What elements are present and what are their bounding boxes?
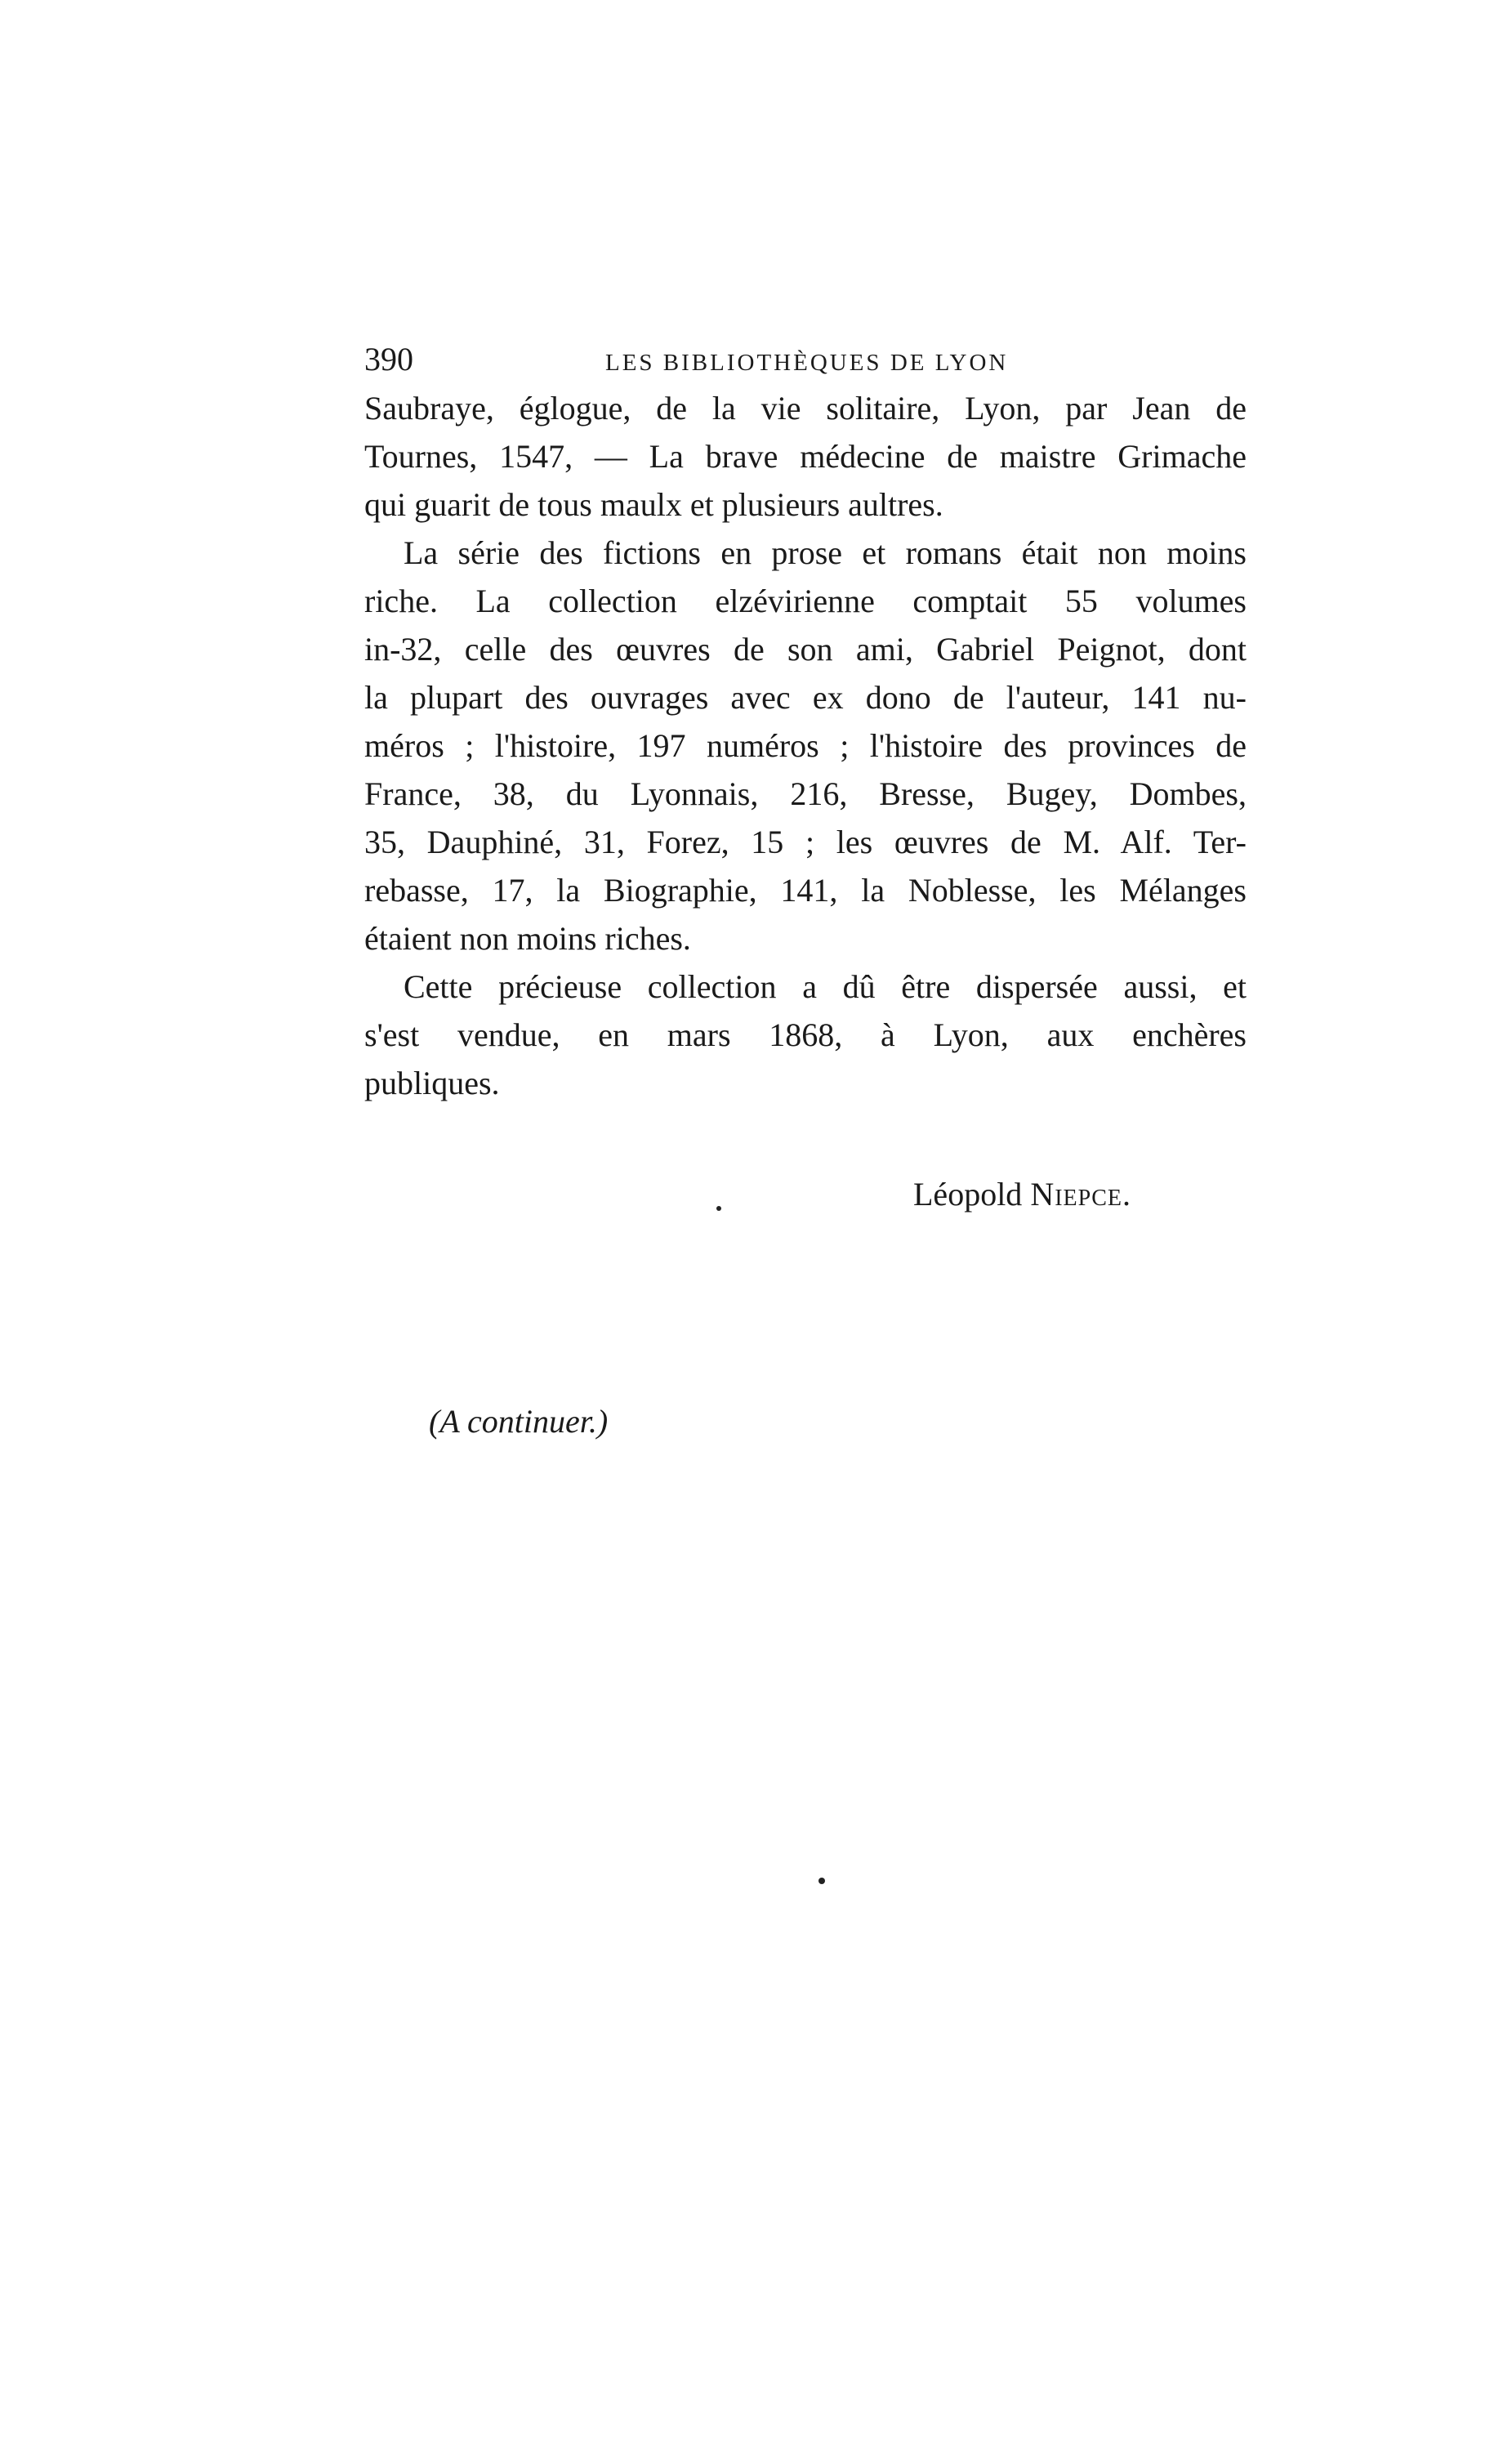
signature-last-name: Niepce. bbox=[1030, 1176, 1131, 1213]
continuation-note: (A continuer.) bbox=[429, 1403, 609, 1440]
text-line: publiques. bbox=[364, 1065, 500, 1101]
text-line: méros ; l'histoire, 197 numéros ; l'histoire des provinces de bbox=[364, 727, 1247, 764]
text-line: 35, Dauphiné, 31, Forez, 15 ; les œuvres de M. Alf. Ter- bbox=[364, 824, 1247, 860]
text-line: qui guarit de tous maulx et plusieurs aultres. bbox=[364, 486, 943, 523]
running-title: LES BIBLIOTHÈQUES DE LYON bbox=[605, 350, 1009, 376]
text-line: riche. La collection elzévirienne comptait 55 volumes bbox=[364, 583, 1247, 619]
text-line: France, 38, du Lyonnais, 216, Bresse, Bugey, Dombes, bbox=[364, 775, 1247, 812]
text-line: Tournes, 1547, — La brave médecine de maistre Grimache bbox=[364, 438, 1247, 475]
text-line: Saubraye, églogue, de la vie solitaire, Lyon, par Jean de bbox=[364, 390, 1247, 427]
print-speck bbox=[818, 1878, 825, 1884]
text-line: Cette précieuse collection a dû être dispersée aussi, et bbox=[404, 968, 1247, 1005]
text-line: étaient non moins riches. bbox=[364, 920, 691, 957]
body-text bbox=[364, 384, 1247, 1107]
signature-first-name: Léopold bbox=[913, 1176, 1023, 1213]
text-line: s'est vendue, en mars 1868, à Lyon, aux enchères bbox=[364, 1016, 1247, 1053]
page-header bbox=[364, 335, 1247, 384]
text-line: in-32, celle des œuvres de son ami, Gabriel Peignot, dont bbox=[364, 631, 1247, 668]
print-speck bbox=[716, 1206, 721, 1211]
text-line: la plupart des ouvrages avec ex dono de l'auteur, 141 nu- bbox=[364, 679, 1247, 716]
page-number: 390 bbox=[364, 341, 413, 377]
author-signature bbox=[913, 1170, 1131, 1219]
text-line: rebasse, 17, la Biographie, 141, la Noblesse, les Mélanges bbox=[364, 872, 1247, 909]
text-line: La série des fictions en prose et romans était non moins bbox=[404, 534, 1247, 571]
